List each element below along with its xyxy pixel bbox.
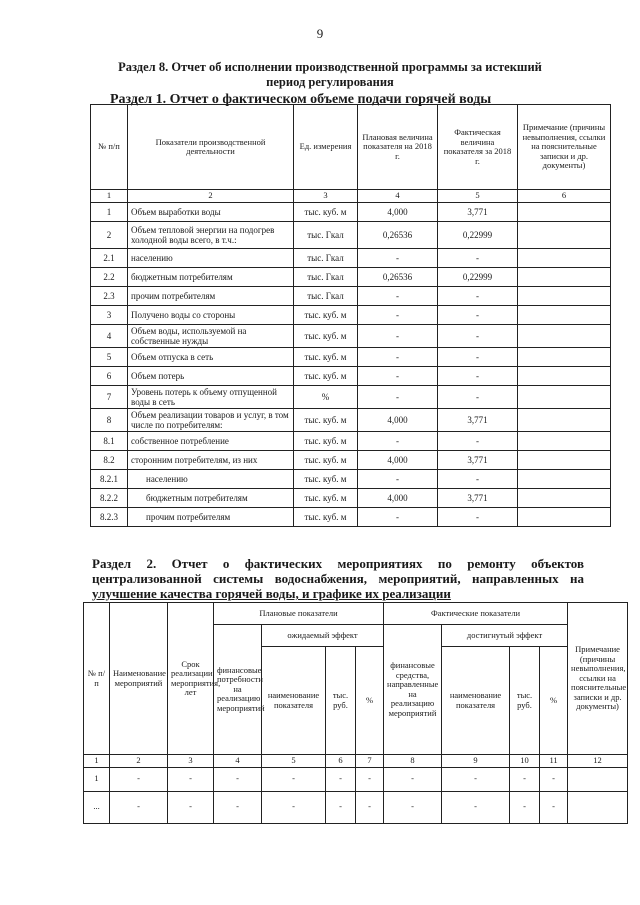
row-indicator: бюджетным потребителям: [128, 488, 294, 507]
table-row: [84, 767, 628, 791]
row-plan: -: [358, 347, 438, 366]
row-fact: 3,771: [438, 450, 518, 469]
row-cell: -: [110, 791, 168, 823]
header-indicator: Показатели производственной деятельности: [128, 105, 294, 190]
table-row: [84, 791, 628, 823]
row-note: [518, 431, 611, 450]
report-heading-line2: период регулирования: [266, 75, 394, 89]
row-note: [518, 305, 611, 324]
section2-header-row1: [84, 603, 628, 625]
row-unit: тыс. Гкал: [294, 248, 358, 267]
row-note: [518, 450, 611, 469]
row-indicator: Объем воды, используемой на собственные нужды: [128, 324, 294, 347]
row-num: 8.2.2: [91, 488, 128, 507]
row-unit: тыс. куб. м: [294, 202, 358, 221]
row-num: 8.2: [91, 450, 128, 469]
row-fact: -: [438, 324, 518, 347]
row-indicator: собственное потребление: [128, 431, 294, 450]
header-unit: Ед. измерения: [294, 105, 358, 190]
row-unit: %: [294, 385, 358, 408]
colnum-cell: 12: [568, 755, 628, 768]
row-cell: -: [262, 791, 326, 823]
row-num: 2.2: [91, 267, 128, 286]
row-indicator: Получено воды со стороны: [128, 305, 294, 324]
row-indicator: Объем выработки воды: [128, 202, 294, 221]
colnum-cell: 5: [438, 190, 518, 203]
row-num: 4: [91, 324, 128, 347]
row-unit: тыс. куб. м: [294, 488, 358, 507]
row-note: [518, 347, 611, 366]
header-num: № п/п: [91, 105, 128, 190]
row-fact: -: [438, 507, 518, 526]
row-cell: -: [384, 791, 442, 823]
row-cell: -: [262, 767, 326, 791]
row-cell: -: [442, 791, 510, 823]
row-cell: -: [540, 767, 568, 791]
row-fact: 0,22999: [438, 267, 518, 286]
s2-header-plan: Плановые показатели: [214, 603, 384, 625]
row-note: [518, 286, 611, 305]
table-row: [91, 305, 611, 324]
colnum-cell: 9: [442, 755, 510, 768]
row-plan: 4,000: [358, 488, 438, 507]
colnum-cell: 1: [84, 755, 110, 768]
s2-header-term: Срок реализации мероприятия, лет: [168, 603, 214, 755]
colnum-cell: 8: [384, 755, 442, 768]
row-cell: [568, 791, 628, 823]
row-plan: -: [358, 324, 438, 347]
row-indicator: сторонним потребителям, из них: [128, 450, 294, 469]
table-row: [91, 248, 611, 267]
colnum-cell: 11: [540, 755, 568, 768]
table-row: [91, 431, 611, 450]
report-heading-line1: Раздел 8. Отчет об исполнении производственной программы за истекший: [118, 60, 542, 74]
header-plan: Плановая величина показателя на 2018 г.: [358, 105, 438, 190]
row-cell: -: [326, 791, 356, 823]
row-num: 3: [91, 305, 128, 324]
row-note: [518, 267, 611, 286]
row-unit: тыс. куб. м: [294, 408, 358, 431]
row-cell: ...: [84, 791, 110, 823]
row-num: 8.2.1: [91, 469, 128, 488]
s2-header-fact-fin: финансовые средства, направленные на реализацию мероприятий: [384, 625, 442, 755]
row-fact: 3,771: [438, 408, 518, 431]
row-note: [518, 488, 611, 507]
s2-header-note: Примечание (причины невыполнения, ссылки на пояснительные записки и др. документы): [568, 603, 628, 755]
table-row: [91, 507, 611, 526]
s2-header-expected: ожидаемый эффект: [262, 625, 384, 647]
row-fact: 3,771: [438, 202, 518, 221]
row-num: 6: [91, 366, 128, 385]
table-row: [91, 286, 611, 305]
row-indicator: населению: [128, 469, 294, 488]
s2-header-eff-name: наименование показателя: [442, 647, 510, 755]
s2-header-eff-rub: тыс. руб.: [510, 647, 540, 755]
s2-header-name: Наименование мероприятий: [110, 603, 168, 755]
row-note: [518, 507, 611, 526]
colnum-cell: 2: [128, 190, 294, 203]
s2-header-fact: Фактические показатели: [384, 603, 568, 625]
colnum-cell: 10: [510, 755, 540, 768]
row-plan: 4,000: [358, 450, 438, 469]
row-cell: -: [168, 767, 214, 791]
colnum-cell: 4: [214, 755, 262, 768]
row-plan: -: [358, 431, 438, 450]
row-fact: -: [438, 431, 518, 450]
row-indicator: Объем отпуска в сеть: [128, 347, 294, 366]
s2-header-eff-rub: тыс. руб.: [326, 647, 356, 755]
row-unit: тыс. Гкал: [294, 221, 358, 248]
table-row: [91, 267, 611, 286]
row-indicator: бюджетным потребителям: [128, 267, 294, 286]
colnum-cell: 2: [110, 755, 168, 768]
section2-title: [92, 556, 584, 601]
row-unit: тыс. куб. м: [294, 347, 358, 366]
page-number: 9: [316, 26, 324, 41]
section2-title-line2: централизованной системы водоснабжения, мероприятий, направленных на: [92, 571, 584, 586]
row-cell: [568, 767, 628, 791]
table-row: [91, 385, 611, 408]
section1-colnum-row: [91, 190, 611, 203]
section2-table: [83, 602, 628, 824]
row-num: 7: [91, 385, 128, 408]
row-note: [518, 221, 611, 248]
table-row: [91, 347, 611, 366]
row-unit: тыс. куб. м: [294, 507, 358, 526]
table-row: [91, 469, 611, 488]
row-note: [518, 324, 611, 347]
row-num: 1: [91, 202, 128, 221]
row-cell: -: [326, 767, 356, 791]
row-cell: -: [356, 767, 384, 791]
row-plan: 4,000: [358, 202, 438, 221]
report-heading: [80, 60, 580, 90]
row-fact: -: [438, 248, 518, 267]
row-cell: 1: [84, 767, 110, 791]
row-unit: тыс. куб. м: [294, 305, 358, 324]
row-indicator: населению: [128, 248, 294, 267]
row-unit: тыс. куб. м: [294, 450, 358, 469]
row-num: 5: [91, 347, 128, 366]
row-plan: 0,26536: [358, 221, 438, 248]
header-note: Примечание (причины невыполнения, ссылки на пояснительные записки и др. документы): [518, 105, 611, 190]
row-cell: -: [384, 767, 442, 791]
row-unit: тыс. Гкал: [294, 267, 358, 286]
section2-title-line1: Раздел 2. Отчет о фактических мероприятиях по ремонту объектов: [92, 556, 584, 571]
colnum-cell: 5: [262, 755, 326, 768]
row-plan: -: [358, 305, 438, 324]
row-note: [518, 366, 611, 385]
row-indicator: Объем реализации товаров и услуг, в том числе по потребителям:: [128, 408, 294, 431]
table-row: [91, 488, 611, 507]
row-num: 2.3: [91, 286, 128, 305]
row-cell: -: [110, 767, 168, 791]
row-cell: -: [540, 791, 568, 823]
section2-colnum-row: [84, 755, 628, 768]
section1-table: [90, 104, 611, 527]
row-cell: -: [442, 767, 510, 791]
row-fact: -: [438, 385, 518, 408]
colnum-cell: 3: [294, 190, 358, 203]
row-fact: 0,22999: [438, 221, 518, 248]
row-unit: тыс. куб. м: [294, 469, 358, 488]
row-indicator: прочим потребителям: [128, 286, 294, 305]
row-cell: -: [214, 791, 262, 823]
s2-header-eff-pct: %: [540, 647, 568, 755]
row-plan: 4,000: [358, 408, 438, 431]
row-plan: -: [358, 248, 438, 267]
row-plan: -: [358, 366, 438, 385]
row-num: 8.2.3: [91, 507, 128, 526]
row-num: 8.1: [91, 431, 128, 450]
row-plan: -: [358, 385, 438, 408]
colnum-cell: 7: [356, 755, 384, 768]
row-cell: -: [510, 767, 540, 791]
row-indicator: прочим потребителям: [128, 507, 294, 526]
row-cell: -: [356, 791, 384, 823]
row-num: 2.1: [91, 248, 128, 267]
table-row: [91, 202, 611, 221]
row-indicator: Объем потерь: [128, 366, 294, 385]
colnum-cell: 3: [168, 755, 214, 768]
row-cell: -: [214, 767, 262, 791]
row-cell: -: [168, 791, 214, 823]
table-row: [91, 450, 611, 469]
row-num: 8: [91, 408, 128, 431]
row-fact: -: [438, 305, 518, 324]
row-note: [518, 202, 611, 221]
row-plan: -: [358, 286, 438, 305]
row-unit: тыс. куб. м: [294, 324, 358, 347]
row-indicator: Уровень потерь к объему отпущенной воды в сеть: [128, 385, 294, 408]
row-indicator: Объем тепловой энергии на подогрев холодной воды всего, в т.ч.:: [128, 221, 294, 248]
row-fact: 3,771: [438, 488, 518, 507]
colnum-cell: 1: [91, 190, 128, 203]
table-row: [91, 324, 611, 347]
section1-title: Раздел 1. Отчет о фактическом объеме подачи горячей воды: [110, 92, 492, 107]
table-row: [91, 366, 611, 385]
row-unit: тыс. куб. м: [294, 431, 358, 450]
table-row: [91, 221, 611, 248]
row-fact: -: [438, 347, 518, 366]
s2-header-achieved: достигнутый эффект: [442, 625, 568, 647]
row-note: [518, 408, 611, 431]
s2-header-plan-fin: финансовые потребности на реализацию мероприятий: [214, 625, 262, 755]
row-num: 2: [91, 221, 128, 248]
row-note: [518, 469, 611, 488]
s2-header-eff-pct: %: [356, 647, 384, 755]
row-cell: -: [510, 791, 540, 823]
colnum-cell: 4: [358, 190, 438, 203]
row-plan: -: [358, 469, 438, 488]
s2-header-eff-name: наименование показателя: [262, 647, 326, 755]
section1-header-row: [91, 105, 611, 190]
row-plan: 0,26536: [358, 267, 438, 286]
row-note: [518, 385, 611, 408]
row-fact: -: [438, 366, 518, 385]
row-fact: -: [438, 469, 518, 488]
row-plan: -: [358, 507, 438, 526]
row-fact: -: [438, 286, 518, 305]
s2-header-num: № п/п: [84, 603, 110, 755]
table-row: [91, 408, 611, 431]
section2-title-line3: улучшение качества горячей воды, и графике их реализации: [92, 586, 451, 601]
header-fact: Фактическая величина показателя за 2018 г.: [438, 105, 518, 190]
colnum-cell: 6: [326, 755, 356, 768]
colnum-cell: 6: [518, 190, 611, 203]
row-unit: тыс. Гкал: [294, 286, 358, 305]
row-unit: тыс. куб. м: [294, 366, 358, 385]
row-note: [518, 248, 611, 267]
